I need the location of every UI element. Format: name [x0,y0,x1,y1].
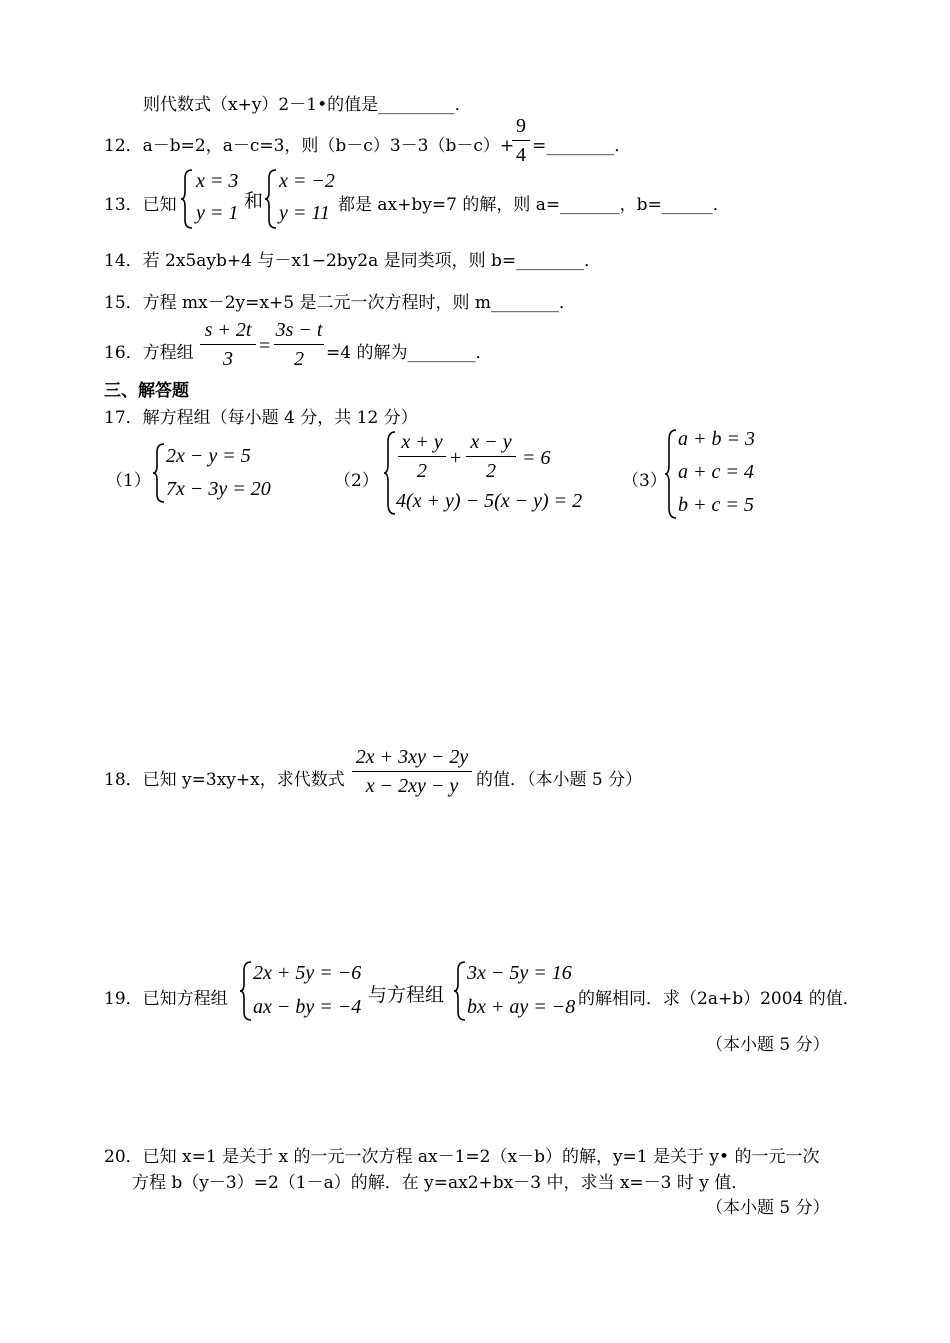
q12-numerator: 9 [516,115,526,137]
fraction-bar [466,456,516,457]
q19-system1-eq2: ax − by = −4 [253,996,362,1018]
q17-3-eq3: b + c = 5 [678,494,754,516]
q16-numerator-1: s + 2t [204,319,252,341]
left-brace-icon [664,428,678,520]
q17-3-label: （3） [622,471,667,491]
q17-2-fraction-1 [398,432,446,481]
q16-equals: = [259,335,271,357]
q19-mid-text: 与方程组 [368,984,445,1006]
left-brace-icon [180,168,194,230]
q16-denominator-1: 3 [223,348,233,370]
q17-2-eq2: 4(x + y) − 5(x − y) = 2 [396,490,583,512]
q13-system2-eq1: x = −2 [279,170,335,192]
left-brace-icon [152,442,166,504]
question-13-label: 13．已知 [104,195,177,215]
fraction-bar [352,771,472,772]
q13-system1-eq1: x = 3 [196,170,239,192]
q17-3-eq2: a + c = 4 [678,461,754,483]
q17-2-numerator-1: x + y [401,431,443,453]
question-18-label: 18．已知 y=3xy+x，求代数式 [104,770,345,790]
q17-2-fraction-2 [466,432,516,481]
q17-3-eq1: a + b = 3 [678,428,755,450]
q17-2-numerator-2: x − y [470,431,512,453]
q17-2-denominator-2: 2 [486,460,496,482]
q17-2-label: （2） [334,471,379,491]
left-brace-icon [383,430,397,516]
question-19-label: 19．已知方程组 [104,989,228,1009]
left-brace-icon [453,960,467,1022]
question-12-tail: =________． [532,136,632,156]
q19-system1-eq1: 2x + 5y = −6 [253,962,362,984]
q19-points: （本小题 5 分） [706,1035,830,1055]
question-11-line: 则代数式（x+y）2－1•的值是_________． [143,95,472,115]
question-20-line2: 方程 b（y－3）=2（1－a）的解．在 y=ax2+bx－3 中，求当 x=－3 时 y 值． [132,1173,749,1193]
q16-fraction-1 [200,320,256,369]
question-20-line1: 20．已知 x=1 是关于 x 的一元一次方程 ax－1=2（x－b）的解，y=1 是关于 y• 的一元一次 [104,1147,820,1167]
q19-system2-eq2: bx + ay = −8 [467,996,576,1018]
q16-numerator-2: 3s − t [275,319,323,341]
q12-denominator: 4 [516,144,526,166]
q17-2-equals-6: = 6 [522,447,551,469]
q16-fraction-2 [274,320,324,369]
fraction-bar [512,140,530,141]
fraction-bar [200,344,256,345]
question-14: 14．若 2x5ayb+4 与－x1−2by2a 是同类项，则 b=________． [104,251,602,271]
section-heading: 三、解答题 [104,381,189,401]
left-brace-icon [264,168,278,230]
question-15: 15．方程 mx－2y=x+5 是二元一次方程时，则 m________． [104,293,576,313]
q17-1-label: （1） [106,471,151,491]
q12-fraction [512,116,530,165]
question-16-tail: =4 的解为________． [326,343,493,363]
q17-2-denominator-1: 2 [417,460,427,482]
question-18-tail: 的值．（本小题 5 分） [476,770,643,790]
q17-1-eq1: 2x − y = 5 [166,445,251,467]
q17-2-plus: + [450,447,462,469]
q20-points: （本小题 5 分） [706,1198,830,1218]
question-19-tail: 的解相同．求（2a+b）2004 的值． [578,989,860,1009]
q13-and: 和 [244,190,264,212]
question-13-tail: 都是 ax+by=7 的解，则 a=_______，b=______． [338,195,730,215]
q18-numerator: 2x + 3xy − 2y [355,746,469,768]
q13-system2-eq2: y = 11 [279,202,330,224]
q16-denominator-2: 2 [294,348,304,370]
q18-denominator: x − 2xy − y [365,775,459,797]
left-brace-icon [239,960,253,1022]
question-12-text: 12．a－b=2，a－c=3，则（b－c）3－3（b－c）+ [104,136,515,156]
question-17: 17．解方程组（每小题 4 分，共 12 分） [104,408,418,428]
q18-fraction [352,747,472,796]
q17-1-eq2: 7x − 3y = 20 [166,478,271,500]
fraction-bar [274,344,324,345]
question-16-label: 16．方程组 [104,343,194,363]
fraction-bar [398,456,446,457]
q19-system2-eq1: 3x − 5y = 16 [467,962,572,984]
q13-system1-eq2: y = 1 [196,202,239,224]
